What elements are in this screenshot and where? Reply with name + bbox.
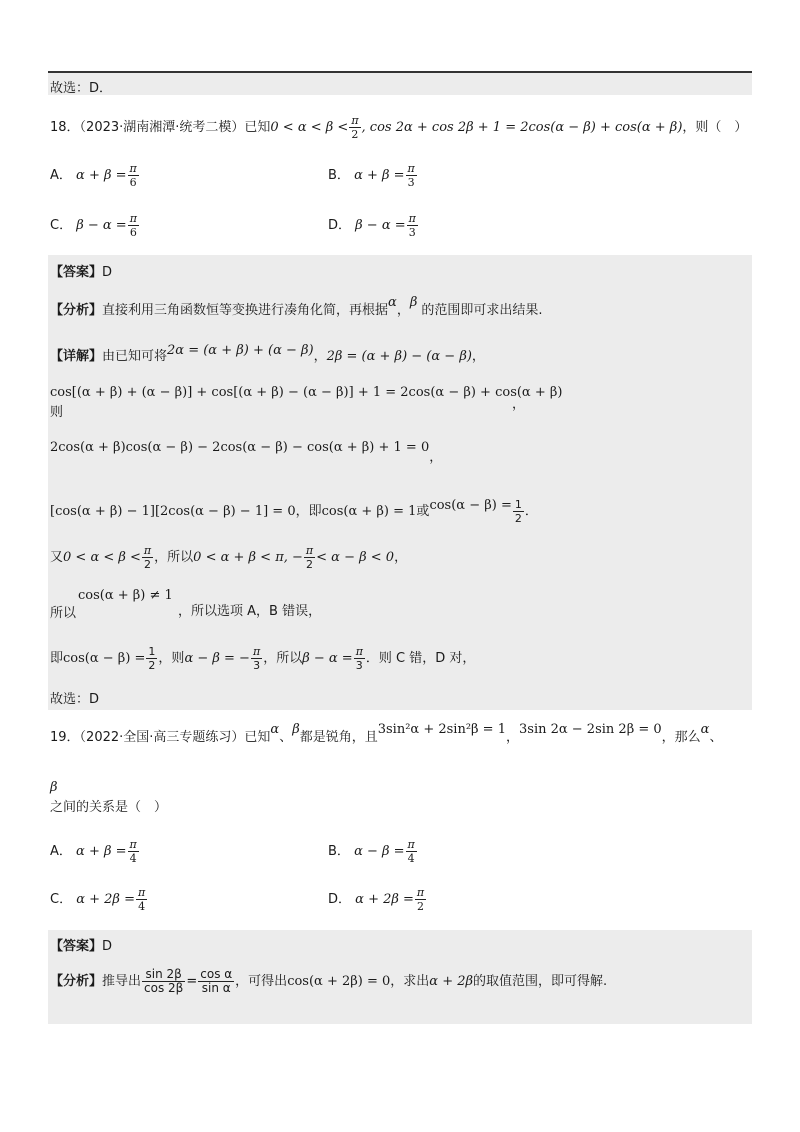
q19-option-a[interactable]: A． α + β = $\frac{\pi}{4}$ [50,838,137,865]
q18-option-c[interactable]: C． β − α = $\frac{\pi}{6}$ [50,212,137,239]
q19-option-d[interactable]: D． α + 2β = $\frac{\pi}{2}$ [328,886,425,913]
q18-pi-over-2: $\frac{\pi}{2}$ [351,114,359,141]
q18-source: （2023·湖南湘潭·统考二模）已知 [79,120,271,135]
q18-detail-also: 又0 < α < β < $\frac{\pi}{2}$ ，所以0 < α + β < π, − $\frac{\pi}{2}$ < α − β < 0， [50,544,408,571]
q18-option-b[interactable]: B． α + β = $\frac{\pi}{3}$ [328,162,415,189]
q19-answer: 【答案】D [50,939,113,954]
q18-detail-1: 【详解】由已知可将2α = (α + β) + (α − β)，2β = (α + β) − (α − β)， [50,343,485,364]
q18-number: 18． [50,120,80,135]
q19-option-c[interactable]: C． α + 2β = $\frac{\pi}{4}$ [50,886,146,913]
q19-analysis: 【分析】推导出 $\frac{\sin 2\beta}{\cos 2\beta}$ = $\frac{\text{cos α}}{\text{sin α}}$ ，可得出cos(α + 2β) = 0，求出α + 2β的取值范围，即可得解. [50,967,608,995]
q18-detail-i: 即cos(α − β) = $\frac{1}{2}$ ，则α − β = − $\frac{\pi}{3}$ ，所以β − α = $\frac{\pi}{3}$ ．则 C 错，D 对， [50,645,476,672]
q18-solution-band [48,255,752,710]
prev-final-answer: 故选：D． [50,81,113,96]
q19-option-b[interactable]: B． α − β = $\frac{\pi}{4}$ [328,838,415,865]
q18-option-a[interactable]: A． α + β = $\frac{\pi}{6}$ [50,162,137,189]
q18-final: 故选：D [50,692,100,707]
q18-analysis: 【分析】直接利用三角函数恒等变换进行凑角化简，再根据α，β的范围即可求出结果. [50,295,543,318]
q18-suffix: ，则（ ） [682,120,748,135]
q18-condition: 0 < α < β < [270,120,349,135]
q18-detail-step: 2cos(α + β)cos(α − β) − 2cos(α − β) − cos(α + β) + 1 = 0， [50,440,443,465]
q18-answer: 【答案】D [50,265,113,280]
q18-detail-factor: [cos(α + β) − 1][2cos(α − β) − 1] = 0，即cos(α + β) = 1或cos(α − β) = $\frac{1}{2}$ ． [50,498,538,525]
q18-equation: , cos 2α + cos 2β + 1 = 2cos(α − β) + cos(α + β) [361,120,683,135]
prev-answer-band [48,73,752,95]
q18-option-d[interactable]: D． β − α = $\frac{\pi}{3}$ [328,212,416,239]
q18-stem [50,114,747,141]
q19-stem: 19．（2022·全国·高三专题练习）已知α、β都是锐角，且3sin²α + 2sin²β = 1，3sin 2α − 2sin 2β = 0，那么α、 [50,722,723,745]
